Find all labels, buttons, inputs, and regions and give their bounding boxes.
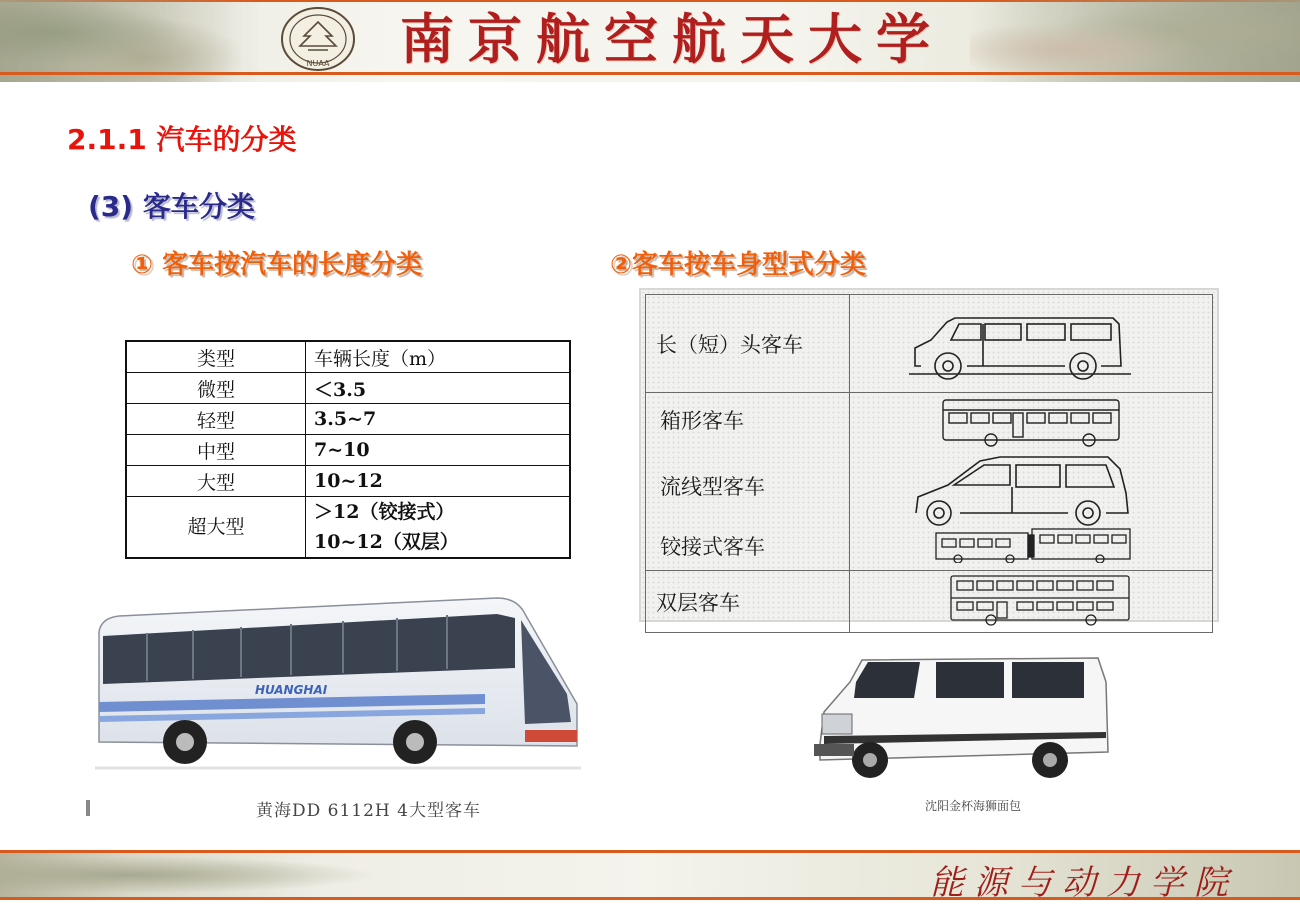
row-label: 双层客车 <box>646 571 850 633</box>
body-type-table-panel <box>641 290 1217 620</box>
campus-photo-left <box>0 0 260 82</box>
row-label: 铰接式客车 <box>660 535 765 559</box>
table-header-row <box>126 341 570 373</box>
campus-photo-right <box>970 0 1300 82</box>
row-length-line1: ＞12（铰接式） <box>314 501 455 523</box>
table-row <box>646 571 1213 633</box>
row-length-line2: 10~12（双层） <box>314 531 459 553</box>
row-label: 流线型客车 <box>660 475 765 499</box>
university-seal-icon <box>278 6 358 72</box>
row-type: 轻型 <box>126 404 306 435</box>
table-row <box>126 466 570 497</box>
header-type: 类型 <box>126 341 306 373</box>
articulated-bus-icon <box>850 393 1210 563</box>
section-title: 2.1.1 汽车的分类 <box>67 123 297 156</box>
university-name: 南京航空航天大学 <box>400 7 944 71</box>
header-banner <box>0 0 1300 82</box>
slide-marker <box>86 800 90 816</box>
header-rule <box>0 72 1300 75</box>
row-length: ＜3.5 <box>306 373 571 404</box>
length-classification-table <box>125 340 571 559</box>
row-label: 长（短）头客车 <box>646 295 850 393</box>
seal-text: NUAA <box>306 59 330 68</box>
double-decker-bus-icon <box>851 572 1211 626</box>
footer-photo-shade <box>0 853 420 897</box>
row-type: 微型 <box>126 373 306 404</box>
row-type: 超大型 <box>126 497 306 559</box>
body-type-table <box>645 294 1213 633</box>
bus-photo-caption: 黄海DD 6112H 4大型客车 <box>256 801 481 821</box>
row-picture-group <box>850 393 1213 571</box>
header-length: 车辆长度（m） <box>306 341 571 373</box>
van-photo <box>810 652 1110 792</box>
length-classification-title: ① 客车按汽车的长度分类 <box>131 250 423 280</box>
row-length: 10~12 <box>306 466 571 497</box>
van-photo-caption: 沈阳金杯海狮面包 <box>925 799 1022 813</box>
body-type-classification-title: ②客车按车身型式分类 <box>610 250 867 280</box>
coach-bus-photo <box>85 592 585 797</box>
row-length-multi <box>306 497 571 559</box>
row-picture <box>850 295 1213 393</box>
row-type: 中型 <box>126 435 306 466</box>
row-label-group <box>646 393 850 571</box>
table-row <box>126 373 570 404</box>
table-row <box>646 393 1213 571</box>
row-length: 7~10 <box>306 435 571 466</box>
row-label: 箱形客车 <box>660 409 744 433</box>
minibus-icon <box>851 296 1211 386</box>
bus-livery-text: HUANGHAI <box>255 683 328 697</box>
table-row <box>126 435 570 466</box>
row-length: 3.5~7 <box>306 404 571 435</box>
subsection-title: (3) 客车分类 <box>88 190 255 223</box>
table-row <box>126 497 570 559</box>
row-picture <box>850 571 1213 633</box>
table-row <box>126 404 570 435</box>
table-row <box>646 295 1213 393</box>
row-type: 大型 <box>126 466 306 497</box>
school-name: 能源与动力学院 <box>930 863 1238 903</box>
